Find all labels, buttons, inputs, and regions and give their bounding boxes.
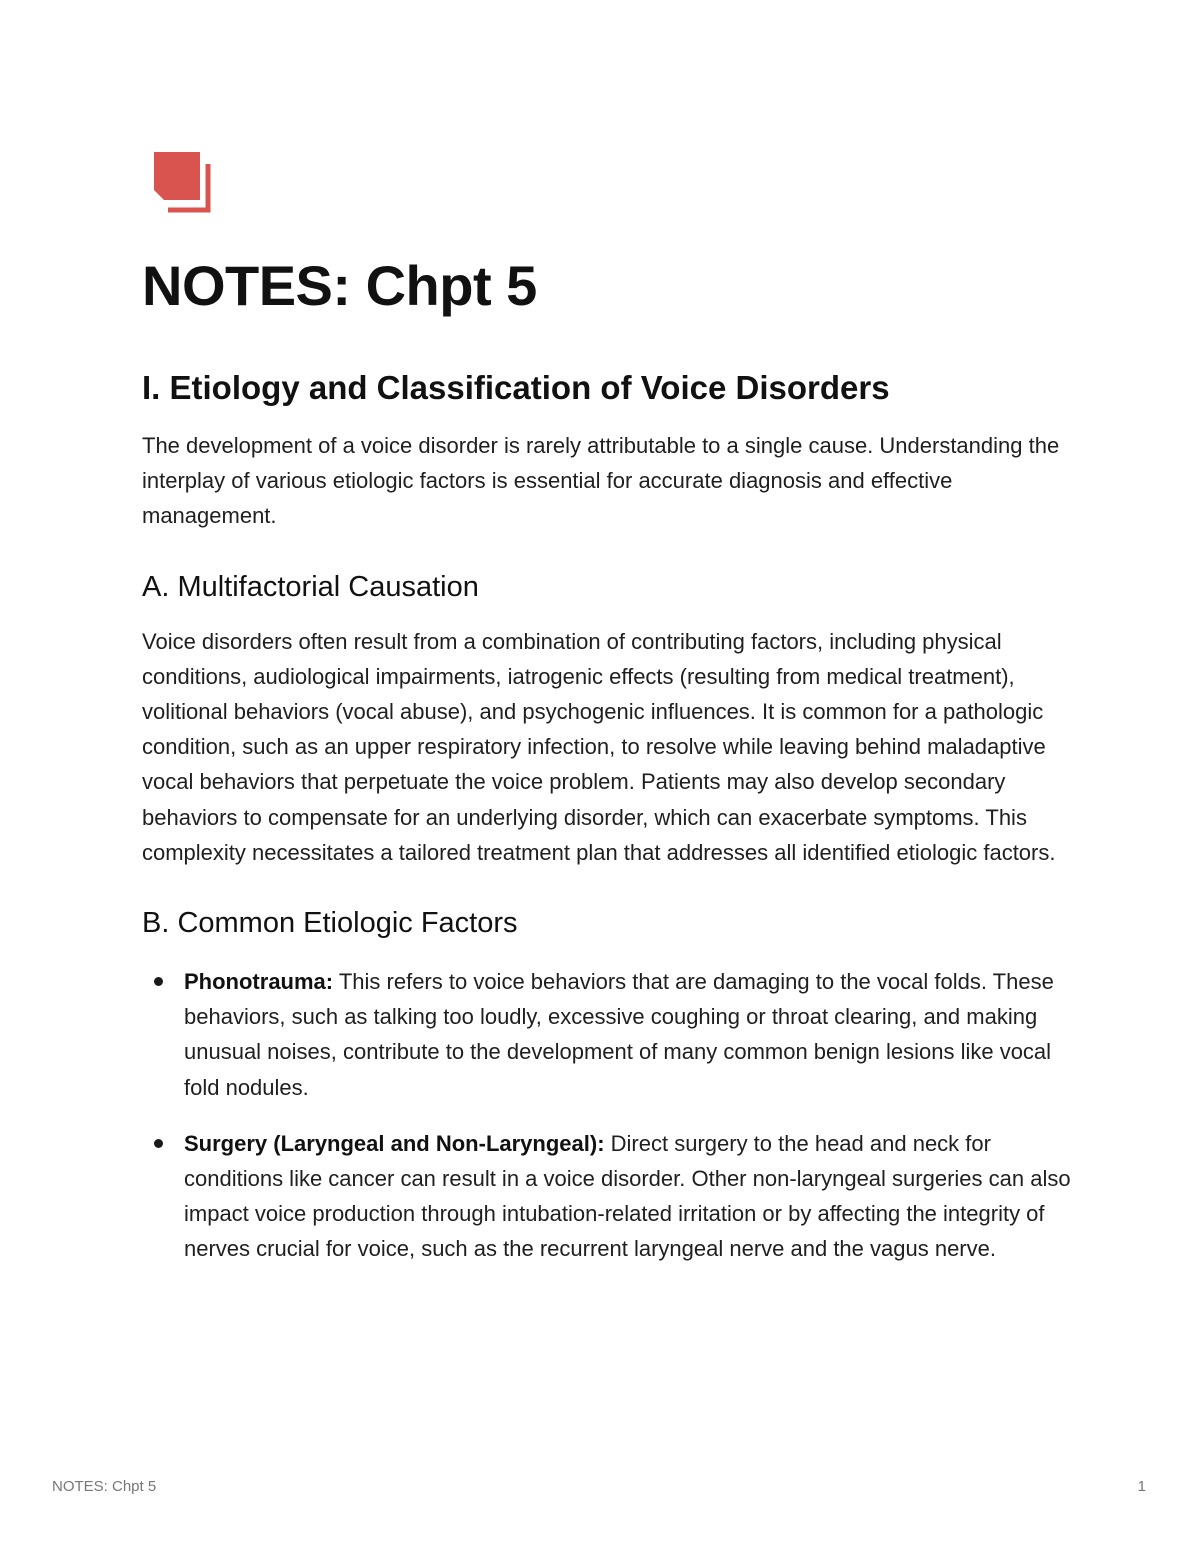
bullet-icon [154,1139,163,1148]
section-intro-paragraph: The development of a voice disorder is rarely attributable to a single cause. Understanding the interplay of various etiologic factors is essential for accurate diagnosis and effective management. [142,433,1060,529]
page-content [142,250,1072,1288]
footer-title: NOTES: Chpt 5 [52,1478,157,1495]
page-title: NOTES: Chpt 5 [142,254,537,317]
section-heading-etiology: I. Etiology and Classification of Voice Disorders [142,369,890,406]
subsection-heading-common-factors: B. Common Etiologic Factors [142,907,518,940]
list-item [142,964,1072,1105]
factor-term: Phonotrauma: [184,969,334,995]
etiologic-factor-list [142,964,1072,1267]
multifactorial-paragraph: Voice disorders often result from a combination of contributing factors, including physical conditions, audiological impairments, iatrogenic effects (resulting from medical treatment), volitional behaviors (vocal abuse), and psychogenic influences. It is common for a pathologic condition, such as an upper respiratory infection, to resolve while leaving behind maladaptive vocal behaviors that perpetuate the voice problem. Patients may also develop secondary behaviors to compensate for an underlying disorder, which can exacerbate symptoms. This complexity necessitates a tailored treatment plan that addresses all identified etiologic factors. [142,628,1056,865]
footer-page-number: 1 [1137,1478,1146,1495]
list-item [142,1126,1072,1267]
factor-description: Direct surgery to the head and neck for conditions like cancer can result in a voice disorder. Other non-laryngeal surgeries can also impact voice production through intubation-related irritation or by affecting the integrity of nerves crucial for voice, such as the recurrent laryngeal nerve and the vagus nerve. [184,1130,1071,1262]
document-stack-icon [152,152,214,216]
subsection-heading-multifactorial: A. Multifactorial Causation [142,570,479,603]
bullet-icon [154,977,163,986]
factor-term: Surgery (Laryngeal and Non-Laryngeal): [184,1130,605,1156]
factor-description: This refers to voice behaviors that are damaging to the vocal folds. These behaviors, such as talking too loudly, excessive coughing or throat clearing, and making unusual noises, contribute to the development of many common benign lesions like vocal fold nodules. [184,969,1054,1100]
